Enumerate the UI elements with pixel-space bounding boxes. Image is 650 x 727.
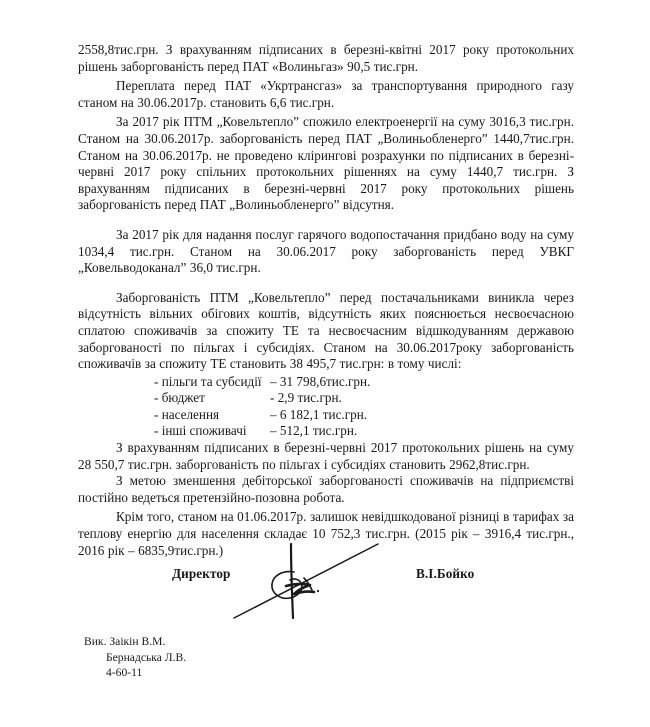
list-item	[78, 407, 574, 424]
paragraph-electricity-consumption: За 2017 рік ПТМ „Ковельтепло” спожило електроенергії на суму 3016,3 тис.грн. Станом на 30.06.2017р. заборгованість перед ПАТ „Волиньобленерго” 1440,7тис.грн. Станом на 30.06.2017р. не проведено клірингові розрахунки по підписаних в березні-червні 2017 року спільних протокольних рішеннях на суму 1440,7 тис.грн. З врахуванням підписаних в березні-червні 2017 року протокольних рішень заборгованість перед ПАТ „Волиньобленерго” відсутня.	[78, 114, 574, 213]
list-item-value: – 512,1 тис.грн.	[270, 423, 358, 439]
list-item	[78, 423, 574, 440]
paragraph-protocol-decisions: З врахуванням підписаних в березні-червні 2017 протокольних рішень на суму 28 550,7 тис.грн. заборгованість по пільгах і субсидіях становить 2962,8тис.грн.	[78, 440, 574, 472]
paragraph-continued-gas-debt: 2558,8тис.грн. З врахуванням підписаних в березні-квітні 2017 року протокольних рішень заборгованість перед ПАТ «Волиньгаз» 90,5 тис.грн.	[78, 42, 574, 74]
debt-breakdown-list	[78, 374, 574, 440]
paragraph-claims-work: З метою зменшення дебіторської заборгованості споживачів на підприємстві постійно ведеться претензійно-позовна робота.	[78, 473, 574, 505]
signature-title: Директор	[172, 566, 231, 581]
list-item-label: - населення	[154, 406, 220, 422]
list-item	[78, 374, 574, 391]
list-item-label: - бюджет	[154, 390, 205, 406]
list-item-value: – 6 182,1 тис.грн.	[270, 406, 368, 422]
preparer-line: Бернадська Л.В.	[106, 650, 187, 664]
paragraph-supplier-debt-cause: Заборгованість ПТМ „Ковельтепло” перед постачальниками виникла через відсутність вільних обігових коштів, відсутність яких пояснюється несвоєчасною сплатою споживачів за спожиту ТЕ та несвоєчасним відшкодуванням державою заборгованості по пільгах і субсидіях. Станом на 30.06.2017року заборгованість споживачів за спожиту ТЕ становить 38 495,7 тис.грн: в тому числі:	[78, 289, 574, 372]
paragraph-ukrtransgaz-overpayment: Переплата перед ПАТ «Укртрансгаз» за транспортування природного газу станом на 30.06.2017р. становить 6,6 тис.грн.	[78, 78, 574, 110]
list-item-label: - пільги та субсидії	[154, 373, 262, 389]
document-text-body	[78, 42, 574, 559]
list-item-label: - інші споживачі	[154, 423, 247, 439]
list-item	[78, 390, 574, 407]
list-item-value: - 2,9 тис.грн.	[270, 390, 342, 406]
signature-name: В.І.Бойко	[416, 566, 475, 581]
preparer-phone: 4-60-11	[106, 666, 143, 679]
paragraph-tariff-difference: Крім того, станом на 01.06.2017р. залишок невідшкодованої різниці в тарифах за теплову енергію для населення складає 10 752,3 тис.грн. (2015 рік – 3916,4 тис.грн., 2016 рік – 6835,9тис.грн.)	[78, 509, 574, 558]
paragraph-hot-water-supply: За 2017 рік для надання послуг гарячого водопостачання придбано воду на суму 1034,4 тис.грн. Станом на 30.06.2017 року заборгованість перед УВКГ „Ковельводоканал” 36,0 тис.грн.	[78, 226, 574, 276]
preparer-footer	[84, 634, 186, 681]
list-item-value: – 31 798,6тис.грн.	[270, 373, 371, 389]
preparer-line: Вик. Заікін В.М.	[84, 635, 166, 648]
signature-row	[78, 566, 574, 590]
